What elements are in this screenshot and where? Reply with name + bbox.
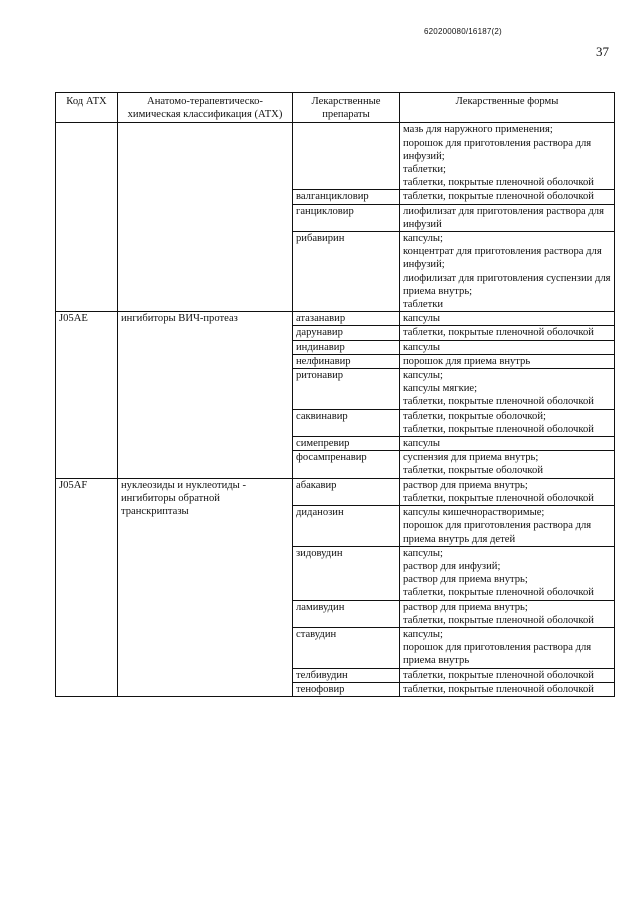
- drug-form-line: капсулы;: [403, 370, 443, 382]
- drug-form-line: таблетки, покрытые пленочной оболочкой: [403, 191, 594, 203]
- document-id: 620200080/16187(2): [424, 27, 502, 36]
- atc-code-cell: J05AF: [56, 478, 118, 696]
- classification-cell: ингибиторы ВИЧ-протеаз: [118, 312, 293, 478]
- drug-form-line: раствор для инфузий;: [403, 560, 501, 572]
- drug-forms-cell: [400, 506, 615, 547]
- drug-forms-cell: [400, 478, 615, 505]
- drug-forms-cell: [400, 451, 615, 478]
- drug-form-line: таблетки, покрытые пленочной оболочкой: [403, 327, 594, 339]
- drug-name-cell: индинавир: [293, 340, 400, 354]
- drug-form-line: капсулы: [403, 341, 441, 353]
- drug-name-cell: нелфинавир: [293, 354, 400, 368]
- table-header-row: [56, 93, 615, 123]
- drug-forms-cell: [400, 123, 615, 190]
- drug-form-line: таблетки, покрытые пленочной оболочкой: [403, 396, 594, 408]
- drug-form-line: раствор для приема внутрь;: [403, 601, 528, 613]
- drug-form-line: капсулы: [403, 313, 441, 325]
- drug-forms-cell: [400, 409, 615, 436]
- column-header-atc-code: Код АТХ: [56, 93, 118, 123]
- atc-drug-table: [55, 92, 615, 697]
- drug-form-line: таблетки, покрытые пленочной оболочкой: [403, 492, 594, 504]
- drug-form-line: капсулы;: [403, 547, 443, 559]
- drug-name-cell: фосампренавир: [293, 451, 400, 478]
- drug-form-line: таблетки, покрытые пленочной оболочкой: [403, 177, 594, 189]
- drug-name-cell: атазанавир: [293, 312, 400, 326]
- drug-form-line: лиофилизат для приготовления раствора для инфузий: [403, 205, 604, 230]
- drug-forms-cell: [400, 437, 615, 451]
- drug-form-line: порошок для приготовления раствора для инфузий;: [403, 137, 592, 162]
- drug-form-line: таблетки, покрытые пленочной оболочкой: [403, 587, 594, 599]
- drug-forms-cell: [400, 600, 615, 627]
- drug-form-line: концентрат для приготовления раствора для инфузий;: [403, 246, 602, 271]
- drug-form-line: мазь для наружного применения;: [403, 124, 553, 136]
- drug-forms-cell: [400, 232, 615, 312]
- drug-form-line: таблетки, покрытые пленочной оболочкой: [403, 423, 594, 435]
- drug-forms-cell: [400, 682, 615, 696]
- drug-form-line: раствор для приема внутрь;: [403, 479, 528, 491]
- drug-form-line: порошок для приготовления раствора для приема внутрь для детей: [403, 520, 592, 545]
- drug-name-cell: рибавирин: [293, 232, 400, 312]
- atc-code-cell: J05AE: [56, 312, 118, 478]
- drug-name-cell: ставудин: [293, 627, 400, 668]
- drug-name-cell: ганцикловир: [293, 204, 400, 231]
- drug-name-cell: валганцикловир: [293, 190, 400, 204]
- drug-form-line: таблетки, покрытые пленочной оболочкой: [403, 669, 594, 681]
- page-number: 37: [596, 44, 609, 59]
- drug-name-cell: ритонавир: [293, 369, 400, 410]
- drug-name-cell: симепревир: [293, 437, 400, 451]
- drug-form-line: таблетки, покрытые оболочкой: [403, 465, 543, 477]
- drug-form-line: порошок для приема внутрь: [403, 355, 531, 367]
- drug-form-line: капсулы;: [403, 628, 443, 640]
- drug-forms-cell: [400, 204, 615, 231]
- drug-name-cell: диданозин: [293, 506, 400, 547]
- drug-name-cell: телбивудин: [293, 668, 400, 682]
- drug-forms-cell: [400, 354, 615, 368]
- drug-name-cell: абакавир: [293, 478, 400, 505]
- drug-name-cell: [293, 123, 400, 190]
- drug-form-line: таблетки: [403, 299, 444, 311]
- drug-form-line: раствор для приема внутрь;: [403, 574, 528, 586]
- table-row: [56, 123, 615, 190]
- column-header-drugs: Лекарственные препараты: [293, 93, 400, 123]
- drug-name-cell: зидовудин: [293, 546, 400, 600]
- drug-forms-cell: [400, 340, 615, 354]
- drug-forms-cell: [400, 369, 615, 410]
- drug-name-cell: саквинавир: [293, 409, 400, 436]
- column-header-forms: Лекарственные формы: [400, 93, 615, 123]
- drug-form-line: капсулы кишечнорастворимые;: [403, 507, 545, 519]
- drug-forms-cell: [400, 312, 615, 326]
- classification-cell: нуклеозиды и нуклеотиды - ингибиторы обратной транскриптазы: [118, 478, 293, 696]
- drug-forms-cell: [400, 546, 615, 600]
- table-row: [56, 312, 615, 326]
- drug-forms-cell: [400, 326, 615, 340]
- table-body: [56, 123, 615, 697]
- drug-forms-cell: [400, 627, 615, 668]
- drug-form-line: порошок для приготовления раствора для приема внутрь: [403, 642, 592, 667]
- table-row: [56, 478, 615, 505]
- drug-form-line: капсулы;: [403, 233, 443, 245]
- drug-form-line: таблетки, покрытые пленочной оболочкой: [403, 614, 594, 626]
- drug-name-cell: ламивудин: [293, 600, 400, 627]
- drug-form-line: капсулы мягкие;: [403, 383, 478, 395]
- drug-form-line: лиофилизат для приготовления суспензии для приема внутрь;: [403, 272, 611, 297]
- drug-forms-cell: [400, 668, 615, 682]
- drug-form-line: таблетки, покрытые пленочной оболочкой: [403, 683, 594, 695]
- drug-form-line: таблетки;: [403, 164, 446, 176]
- atc-code-cell: [56, 123, 118, 312]
- drug-form-line: таблетки, покрытые оболочкой;: [403, 410, 546, 422]
- drug-name-cell: тенофовир: [293, 682, 400, 696]
- classification-cell: [118, 123, 293, 312]
- column-header-classification: Анатомо-терапевтическо-химическая классификация (АТХ): [118, 93, 293, 123]
- drug-form-line: суспензия для приема внутрь;: [403, 452, 539, 464]
- drug-form-line: капсулы: [403, 438, 441, 450]
- drug-name-cell: дарунавир: [293, 326, 400, 340]
- drug-forms-cell: [400, 190, 615, 204]
